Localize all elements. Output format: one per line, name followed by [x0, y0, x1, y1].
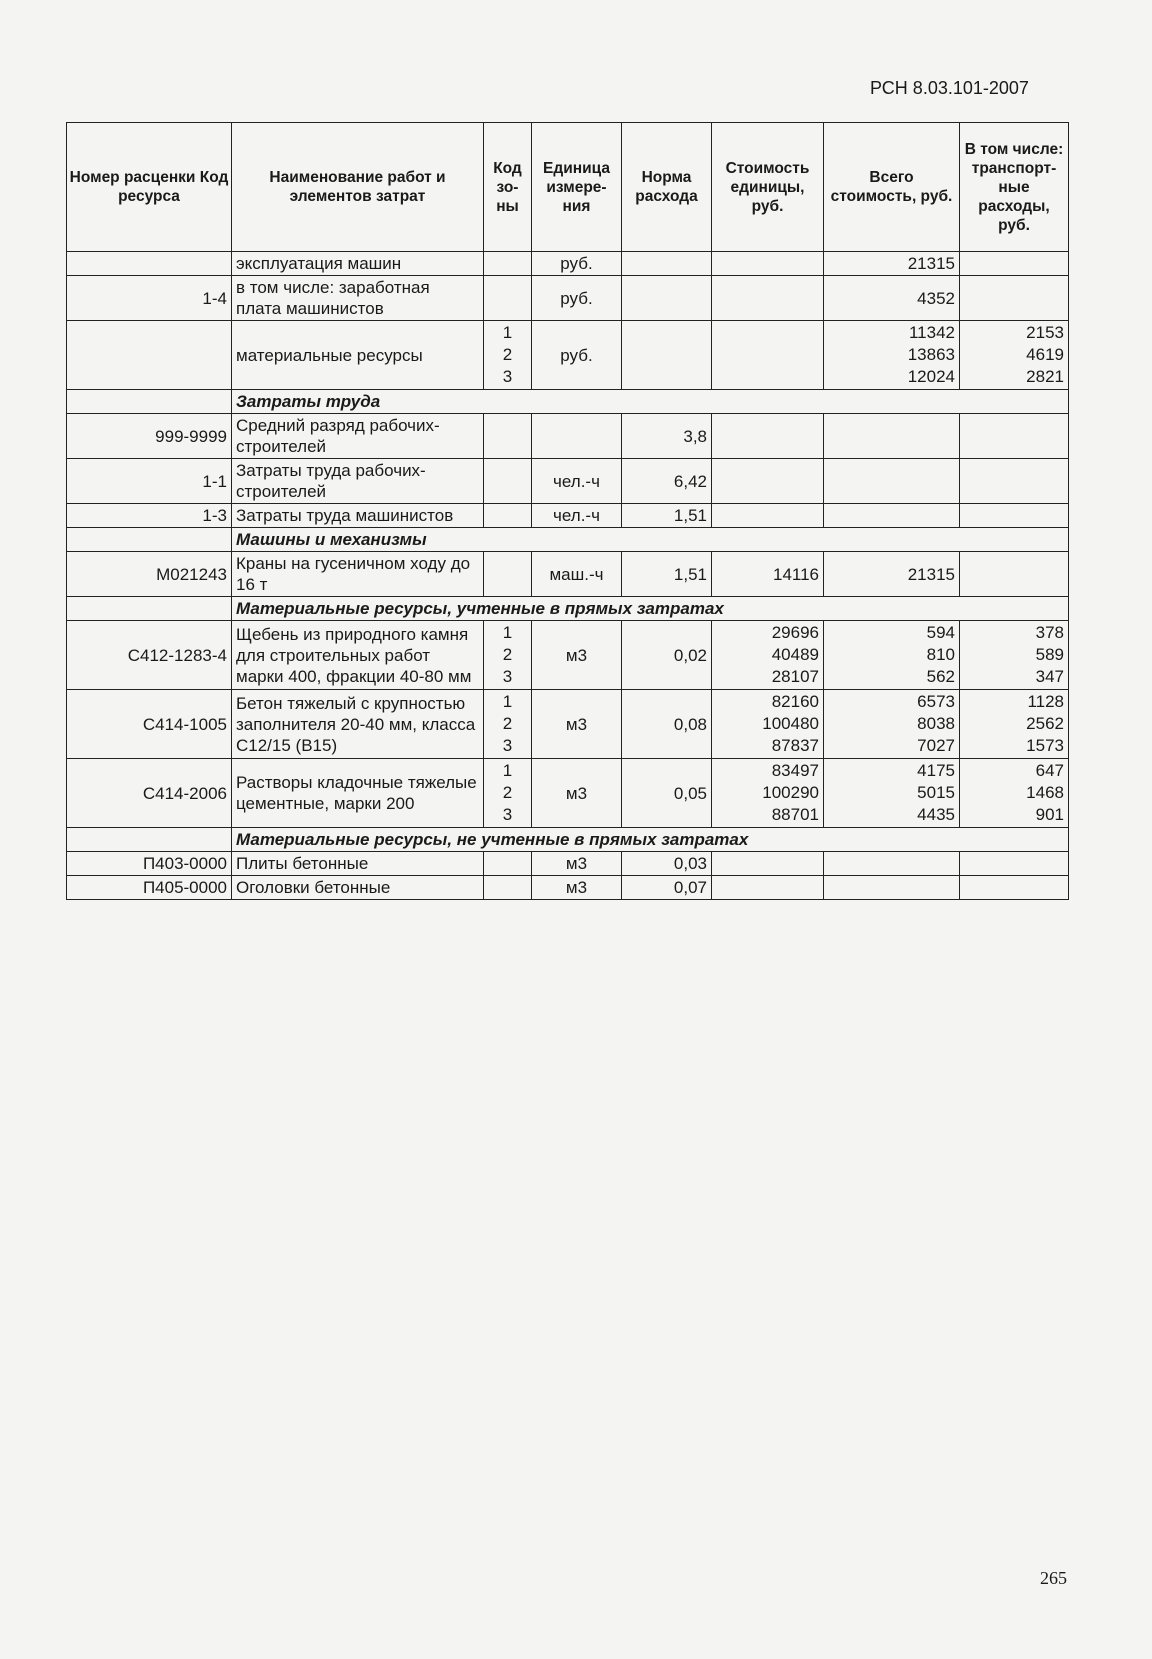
zone-total: 13863	[907, 345, 955, 364]
header-name: Наименование работ и элементов затрат	[232, 123, 484, 252]
row-name: Затраты труда машинистов	[232, 504, 484, 528]
zone-transport: 1128	[1027, 692, 1064, 711]
row-name: Оголовки бетонные	[232, 876, 484, 900]
row-unit-cost: 14116	[712, 552, 824, 597]
row-name: Краны на гусеничном ходу до 16 т	[232, 552, 484, 597]
zone-total: 11342	[908, 323, 955, 342]
row-unit: руб.	[532, 252, 622, 276]
table-row	[67, 276, 1069, 321]
row-name: Бетон тяжелый с крупностью заполнителя 20-40 мм, класса С12/15 (В15)	[232, 690, 484, 759]
zone-unit-cost: 83497	[771, 761, 819, 780]
zone-transport: 1468	[1026, 783, 1064, 802]
row-code: П403-0000	[67, 852, 232, 876]
row-total: 21315	[824, 252, 960, 276]
zone-code: 1	[502, 323, 513, 342]
header-norm: Норма расхода	[622, 123, 712, 252]
row-code: 1-3	[67, 504, 232, 528]
zone-total: 810	[926, 645, 955, 664]
zone-unit-cost: 87837	[771, 736, 819, 755]
row-unit: м3	[532, 690, 622, 759]
zone-unit-cost: 100290	[762, 783, 819, 802]
row-code: 1-1	[67, 459, 232, 504]
row-name: материальные ресурсы	[232, 321, 484, 390]
zone-code: 1	[502, 623, 513, 642]
zone-unit-cost: 88701	[771, 805, 819, 824]
section-title: Материальные ресурсы, учтенные в прямых затратах	[232, 597, 1069, 621]
row-code: С412-1283-4	[67, 621, 232, 690]
row-unit: чел.-ч	[532, 504, 622, 528]
row-code: 1-4	[67, 276, 232, 321]
table-row	[67, 876, 1069, 900]
zone-code: 3	[502, 736, 513, 755]
row-name: Средний разряд рабочих-строителей	[232, 414, 484, 459]
zone-unit-cost: 29696	[771, 623, 819, 642]
row-code: П405-0000	[67, 876, 232, 900]
zone-code: 2	[502, 345, 513, 364]
zone-transport: 2153	[1026, 323, 1064, 342]
table-row	[67, 504, 1069, 528]
row-name: Плиты бетонные	[232, 852, 484, 876]
zone-transport: 378	[1035, 623, 1064, 642]
table-row	[67, 759, 1069, 828]
zone-total: 4175	[917, 761, 955, 780]
zone-transport: 589	[1035, 645, 1064, 664]
zone-code: 3	[502, 805, 513, 824]
zone-code: 2	[502, 645, 513, 664]
zone-code: 1	[502, 692, 513, 711]
section-row	[67, 597, 1069, 621]
zone-total: 594	[926, 623, 955, 642]
table-row	[67, 459, 1069, 504]
row-norm: 0,08	[622, 690, 712, 759]
header-unit: Единица измере-ния	[532, 123, 622, 252]
norms-table	[66, 122, 1069, 900]
row-unit: чел.-ч	[532, 459, 622, 504]
row-norm: 0,07	[622, 876, 712, 900]
zone-code: 2	[502, 714, 513, 733]
zone-total: 8038	[917, 714, 955, 733]
zone-unit-cost: 40489	[771, 645, 819, 664]
zone-transport: 901	[1035, 805, 1064, 824]
zone-transport: 1573	[1026, 736, 1064, 755]
row-code: С414-2006	[67, 759, 232, 828]
zone-total: 6573	[917, 692, 955, 711]
zone-total: 5015	[917, 783, 955, 802]
row-unit: м3	[532, 876, 622, 900]
table-row	[67, 414, 1069, 459]
row-unit: м3	[532, 621, 622, 690]
row-unit: руб.	[532, 321, 622, 390]
table-row	[67, 321, 1069, 390]
row-name: Щебень из природного камня для строительных работ марки 400, фракции 40-80 мм	[232, 621, 484, 690]
zone-transport: 4619	[1026, 345, 1064, 364]
header-transport: В том числе: транспорт-ные расходы, руб.	[960, 123, 1069, 252]
table-row	[67, 552, 1069, 597]
zone-total: 4435	[917, 805, 955, 824]
row-norm: 1,51	[622, 552, 712, 597]
row-unit: руб.	[532, 276, 622, 321]
row-unit: м3	[532, 759, 622, 828]
zone-total: 12024	[907, 367, 955, 386]
row-code: 999-9999	[67, 414, 232, 459]
zone-total: 7027	[917, 736, 955, 755]
row-name: Растворы кладочные тяжелые цементные, марки 200	[232, 759, 484, 828]
table-row	[67, 621, 1069, 690]
section-row	[67, 528, 1069, 552]
zone-unit-cost: 100480	[762, 714, 819, 733]
header-unit-cost: Стоимость единицы, руб.	[712, 123, 824, 252]
section-title: Машины и механизмы	[232, 528, 1069, 552]
header-code: Номер расценки Код ресурса	[67, 123, 232, 252]
row-norm: 0,03	[622, 852, 712, 876]
row-name: Затраты труда рабочих-строителей	[232, 459, 484, 504]
row-unit: м3	[532, 852, 622, 876]
section-title: Материальные ресурсы, не учтенные в прямых затратах	[232, 828, 1069, 852]
zone-transport: 647	[1035, 761, 1064, 780]
row-name: в том числе: заработная плата машинистов	[232, 276, 484, 321]
row-norm: 3,8	[622, 414, 712, 459]
table-row	[67, 690, 1069, 759]
row-norm: 6,42	[622, 459, 712, 504]
header-total: Всего стоимость, руб.	[824, 123, 960, 252]
zone-code: 1	[502, 761, 513, 780]
section-title: Затраты труда	[232, 390, 1069, 414]
page-number: 265	[1040, 1568, 1067, 1588]
zone-unit-cost: 82160	[771, 692, 819, 711]
row-code: М021243	[67, 552, 232, 597]
zone-transport: 2562	[1026, 714, 1064, 733]
row-unit: маш.-ч	[532, 552, 622, 597]
row-name: эксплуатация машин	[232, 252, 484, 276]
row-total: 21315	[824, 552, 960, 597]
zone-code: 3	[502, 667, 513, 686]
section-row	[67, 828, 1069, 852]
document-code: РСН 8.03.101-2007	[870, 78, 1029, 98]
zone-total: 562	[926, 667, 955, 686]
zone-transport: 347	[1035, 667, 1064, 686]
header-zone: Код зо-ны	[484, 123, 532, 252]
zone-transport: 2821	[1026, 367, 1064, 386]
row-code: С414-1005	[67, 690, 232, 759]
section-row	[67, 390, 1069, 414]
table-row	[67, 852, 1069, 876]
row-total: 4352	[824, 276, 960, 321]
zone-code: 2	[502, 783, 513, 802]
table-row	[67, 252, 1069, 276]
table-header-row	[67, 123, 1069, 252]
row-norm: 1,51	[622, 504, 712, 528]
row-norm: 0,02	[622, 621, 712, 690]
zone-unit-cost: 28107	[771, 667, 819, 686]
row-norm: 0,05	[622, 759, 712, 828]
zone-code: 3	[502, 367, 513, 386]
